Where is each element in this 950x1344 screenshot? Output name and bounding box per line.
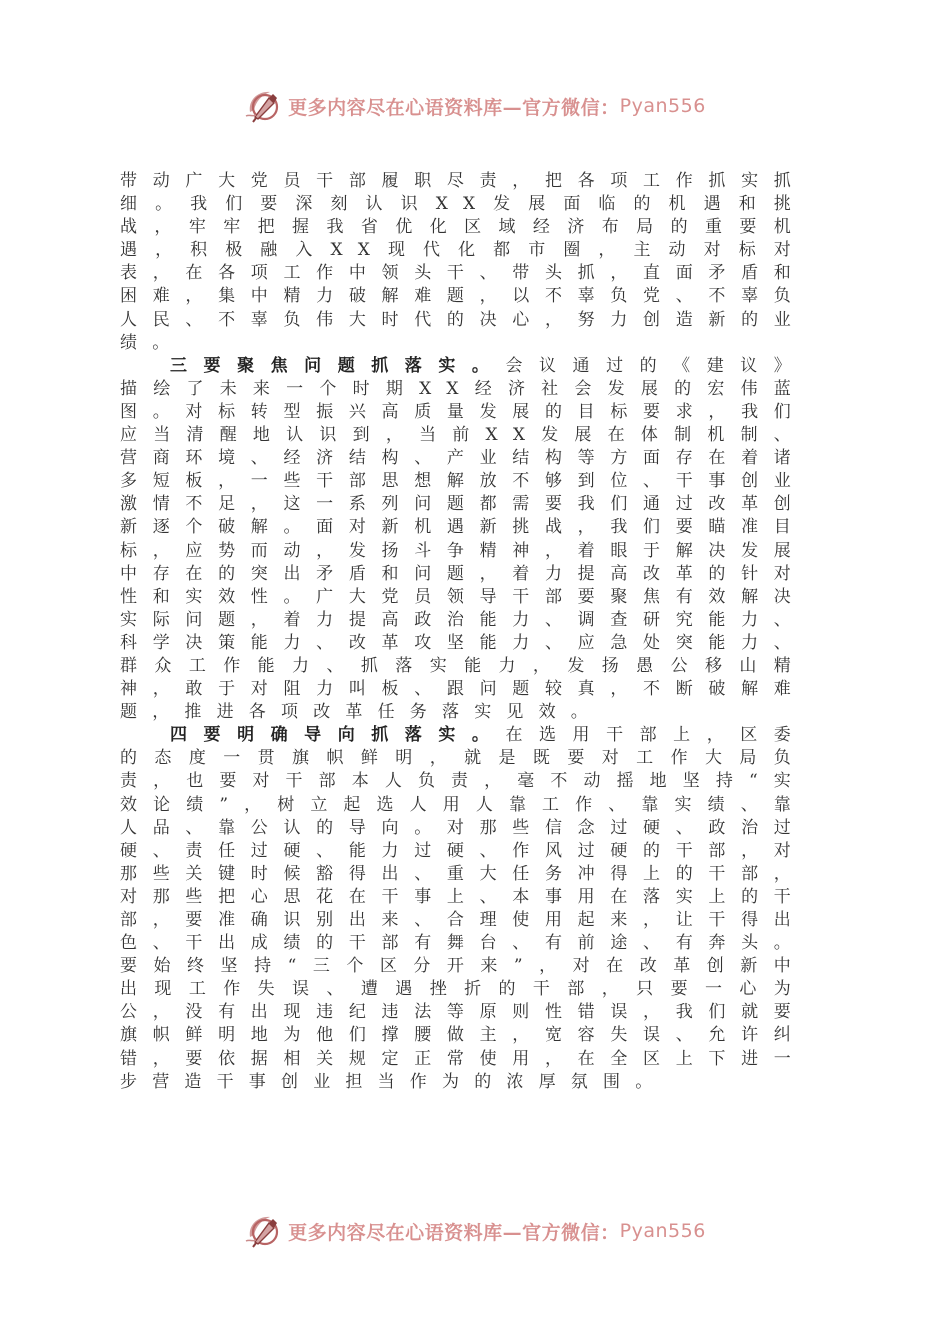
banner-wechat-id: Pyan556 xyxy=(619,95,706,117)
paragraph-2-heading: 三要聚焦问题抓落实。 xyxy=(170,355,506,376)
paragraph-3-heading: 四要明确导向抓落实。 xyxy=(170,725,506,746)
footer-banner xyxy=(0,1211,950,1251)
document-body xyxy=(120,170,806,1094)
header-banner xyxy=(0,86,950,126)
paragraph-2-text: 会议通过的《建议》描绘了未来一个时期XX经济社会发展的宏伟蓝图。对标转型振兴高质量发展的目标要求，我们应当清醒地认识到，当前XX发展在体制机制、营商环境、经济结构、产业结构等方面存在着诸多短板，一些干部思想解放不够到位、干事创业激情不足，这一系列问题都需要我们通过改革创新逐个破解。面对新机遇新挑战，我们要瞄准目标，应势而动，发扬斗争精神，着眼于解决发展中存在的突出矛盾和问题，着力提高改革的针对性和实效性。广大党员领导干部要聚焦有效解决实际问题，着力提高政治能力、调查研究能力、科学决策能力、改革攻坚能力、应急处突能力、群众工作能力、抓落实能力，发扬愚公移山精神，敢于对阻力叫板、跟问题较真，不断破解难题，推进各项改革任务落实见效。 xyxy=(120,355,806,723)
banner-text: 更多内容尽在心语资料库—官方微信： xyxy=(288,96,620,119)
paragraph-3-text: 在选用干部上，区委的态度一贯旗帜鲜明，就是既要对工作大局负责，也要对干部本人负责，毫不动摇地坚持“实效论绩”，树立起选人用人靠工作、靠实绩、靠人品、靠公认的导向。对那些信念过硬、政治过硬、责任过硬、能力过硬、作风过硬的干部，对那些关键时候豁得出、重大任务冲得上的干部，对那些把心思花在干事上、本事用在落实上的干部，要准确识别出来、合理使用起来，让干得出色、干出成绩的干部有舞台、有前途、有奔头。要始终坚持“三个区分开来”，对在改革创新中出现工作失误、遭遇挫折的干部，只要一心为公，没有出现违纪违法等原则性错误，我们就要旗帜鲜明地为他们撑腰做主，宽容失误、允许纠错，要依据相关规定正常使用，在全区上下进一步营造干事创业担当作为的浓厚氛围。 xyxy=(120,725,806,1092)
banner-text: 更多内容尽在心语资料库—官方微信： xyxy=(288,1221,620,1244)
paragraph-3 xyxy=(120,724,806,1094)
paragraph-1: 带动广大党员干部履职尽责，把各项工作抓实抓细。我们要深刻认识XX发展面临的机遇和挑战，牢牢把握我省优化区域经济布局的重要机遇，积极融入XX现代化都市圈，主动对标对表，在各项工作中领头干、带头抓，直面矛盾和困难，集中精力破解难题，以不辜负党、不辜负人民、不辜负伟大时代的决心，努力创造新的业绩。 xyxy=(120,171,806,353)
paragraph-2 xyxy=(120,355,806,725)
pen-nib-logo-icon xyxy=(244,1211,284,1251)
pen-nib-logo-icon xyxy=(244,86,284,126)
banner-wechat-id: Pyan556 xyxy=(619,1220,706,1242)
